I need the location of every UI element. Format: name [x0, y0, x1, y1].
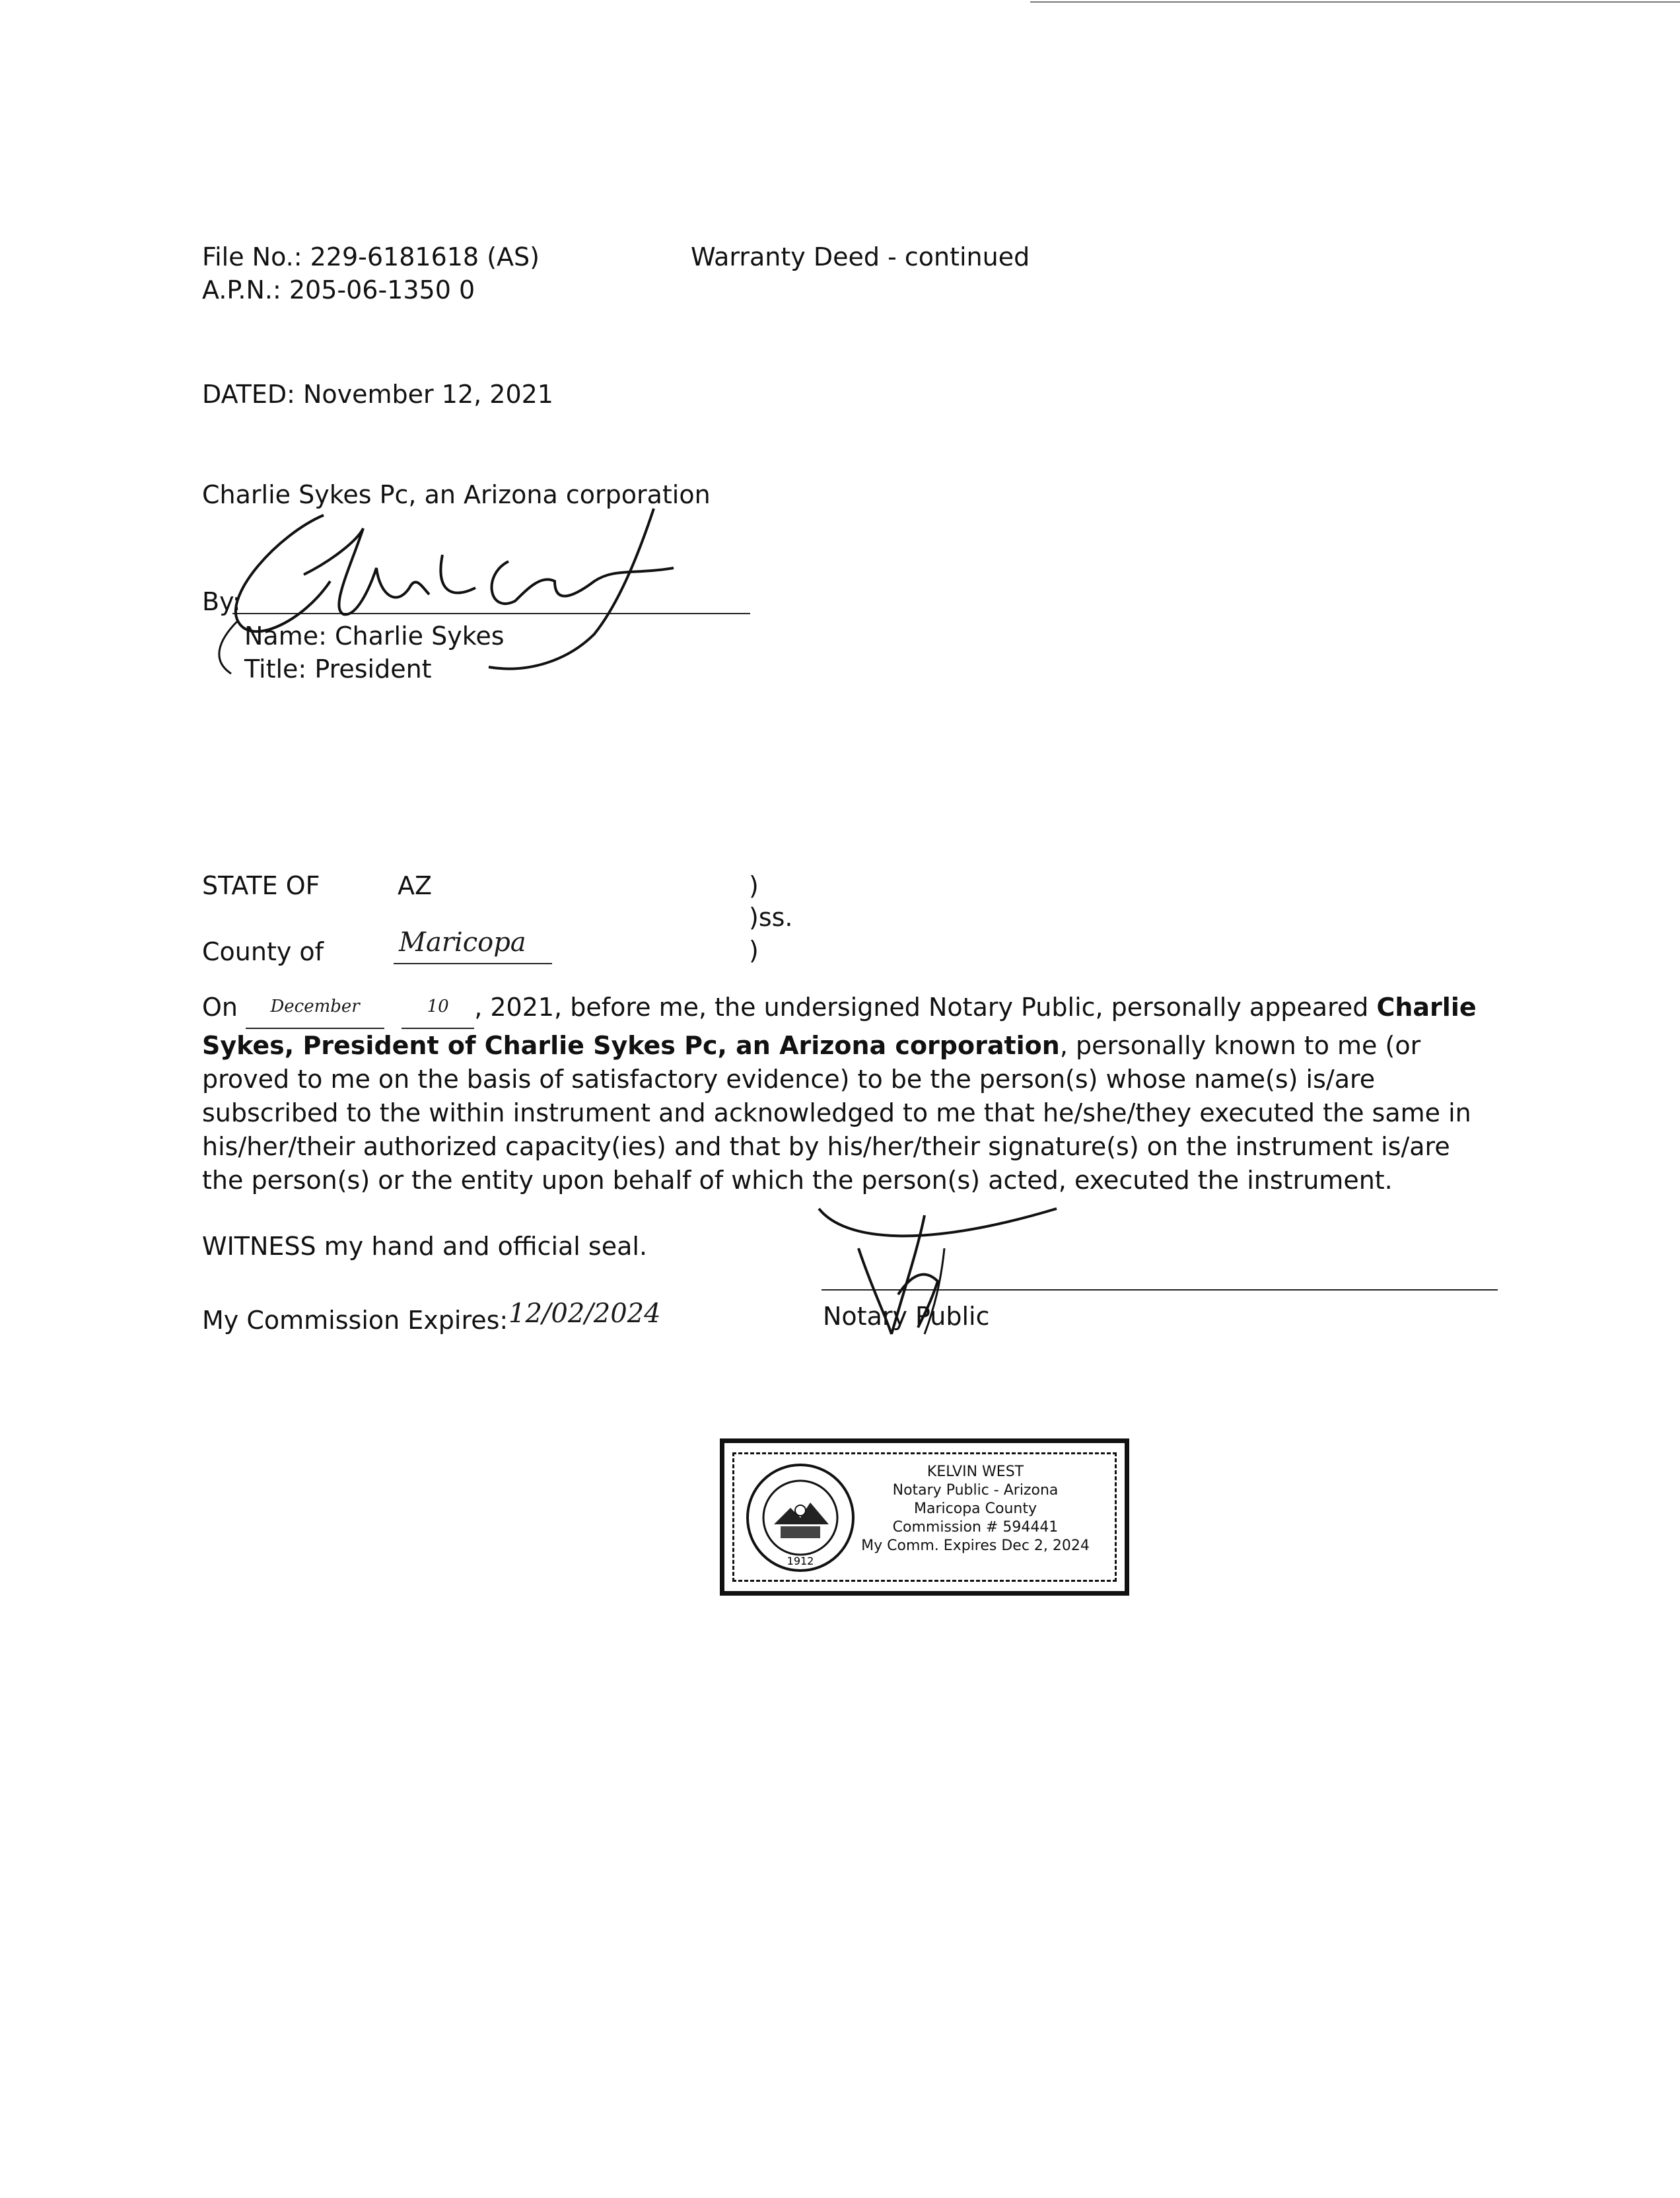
grantor-entity: Charlie Sykes Pc, an Arizona corporation — [202, 480, 711, 509]
stamp-expiration: My Comm. Expires Dec 2, 2024 — [861, 1538, 1090, 1554]
acknowledgment-paragraph — [202, 991, 1496, 1197]
month-handwritten: December — [270, 997, 360, 1016]
commission-label: My Commission Expires: — [202, 1306, 508, 1335]
dated-line: DATED: November 12, 2021 — [202, 380, 553, 409]
arizona-seal-icon — [744, 1462, 857, 1574]
notary-signature — [792, 1169, 1070, 1354]
on-word: On — [202, 993, 238, 1022]
stamp-notary-title: Notary Public - Arizona — [892, 1482, 1059, 1499]
document-title: Warranty Deed - continued — [691, 242, 1030, 271]
paren-3: ) — [749, 936, 759, 965]
scan-top-edge-line — [1030, 1, 1680, 3]
witness-line: WITNESS my hand and official seal. — [202, 1232, 648, 1261]
by-label: By: — [202, 587, 241, 616]
stamp-county: Maricopa County — [914, 1501, 1037, 1517]
notary-stamp — [720, 1438, 1129, 1596]
notary-public-label: Notary Public — [823, 1302, 990, 1331]
state-value: AZ — [398, 871, 433, 900]
state-label: STATE OF — [202, 871, 320, 900]
county-underline — [394, 963, 552, 964]
commission-date-handwritten: 12/02/2024 — [508, 1298, 661, 1329]
grantor-signature — [198, 489, 700, 687]
county-label: County of — [202, 937, 324, 966]
paren-1: ) — [749, 871, 759, 900]
month-blank — [246, 991, 384, 1029]
stamp-text — [857, 1463, 1094, 1555]
file-number: File No.: 229-6181618 (AS) — [202, 242, 540, 271]
grantor-name: Name: Charlie Sykes — [244, 621, 505, 651]
ack-text-1: , 2021, before me, the undersigned Notary Public, personally appeared — [474, 993, 1377, 1022]
grantor-title: Title: President — [244, 655, 432, 684]
paren-ss: )ss. — [749, 903, 793, 932]
ack-text-2: , personally known to me (or proved to me on the basis of satisfactory evidence) to be the person(s) whose name(s) is/are subscribed to the within instrument and acknowledged to me that he/she/they executed the same in his/her/their authorized capacity(ies) and that by his/her/their signature(s) on the instrument is/are the person(s) or the entity upon behalf of which the person(s) acted, executed the instrument. — [202, 1031, 1471, 1195]
county-value-handwritten: Maricopa — [399, 927, 526, 958]
ack-bold-party: Charlie Sykes, President of Charlie Sykes Pc, an Arizona corporation — [202, 993, 1477, 1060]
day-blank — [402, 991, 474, 1029]
seal-year: 1912 — [787, 1555, 814, 1567]
stamp-notary-name: KELVIN WEST — [927, 1464, 1024, 1480]
apn-number: A.P.N.: 205-06-1350 0 — [202, 275, 475, 304]
stamp-commission-number: Commission # 594441 — [892, 1519, 1059, 1536]
day-handwritten: 10 — [427, 997, 449, 1016]
